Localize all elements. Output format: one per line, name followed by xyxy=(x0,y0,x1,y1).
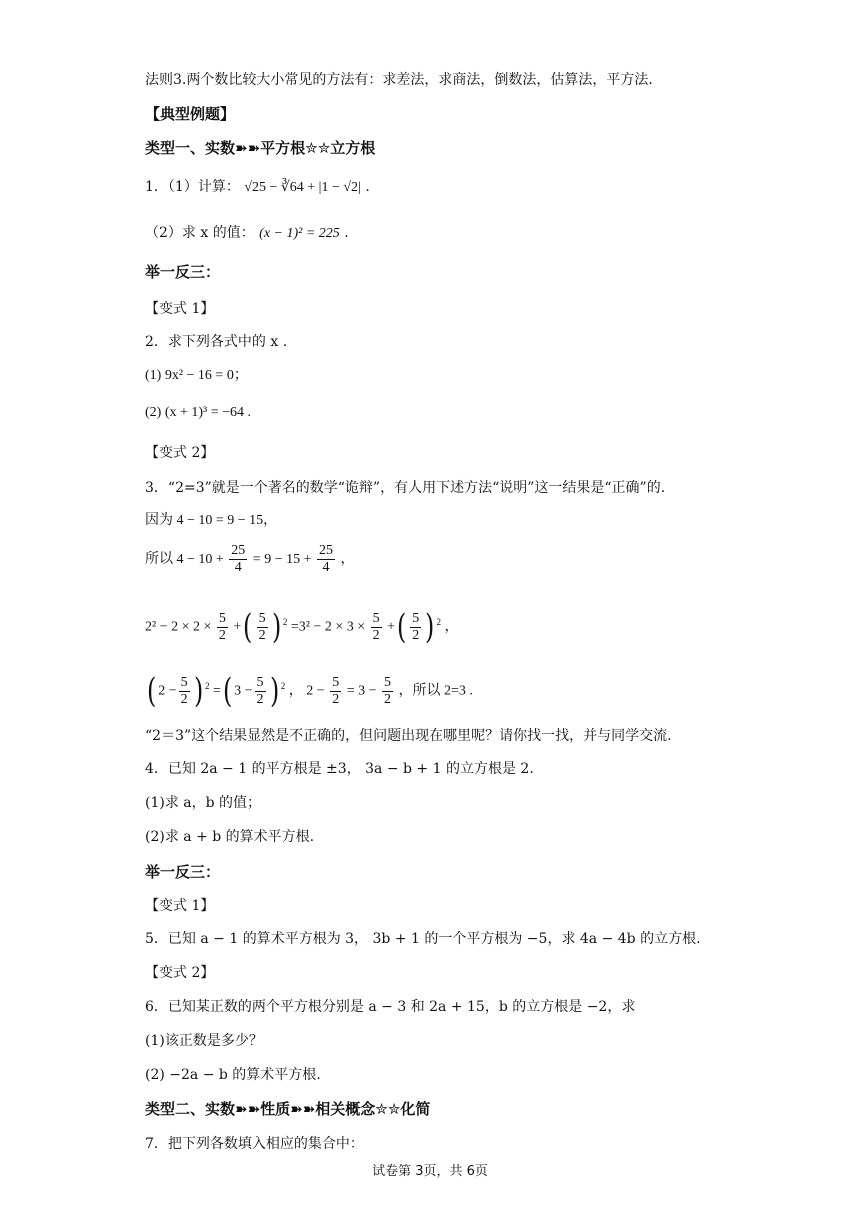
right-paren-b: ) xyxy=(425,607,435,648)
question-2-part-2: (2) (x + 1)³ = −64 . xyxy=(145,405,252,420)
q3-so-prefix: 所以 4 − 10 + xyxy=(145,552,224,567)
fraction-5-over-2-b: $\frac{5}{2}$ xyxy=(258,610,266,643)
q3-line4-d: = 3 − xyxy=(346,683,377,699)
question-3-line-3: 2² − 2 × 2 × $\frac{5}{2}$ +( $\frac{5}{2}$ ) $^2$ =3² − 2 × 3 × $\frac{5}{2}$ +( $\frac{5}{2}$ ) $^2$ ， xyxy=(145,607,459,648)
question-3-because: 因为 4 − 10 = 9 − 15， xyxy=(145,513,278,528)
fraction-5-over-2-d: $\frac{5}{2}$ xyxy=(412,610,420,643)
q1-part1-suffix: . xyxy=(365,179,370,195)
question-3-line-4: ( 2 − $\frac{5}{2}$ ) $^2$ =( 3 − $\frac{5}{2}$ ) $^2$ ， 2 − $\frac{5}{2}$ = 3 − $\frac{5}{2}$ ，所以 2=3 . xyxy=(146,671,473,712)
question-2-part-1: (1) 9x² − 16 = 0； xyxy=(145,368,248,383)
question-3-stem: 3．“2=3”就是一个著名的数学“诡辩”，有人用下述方法“说明”这一结果是“正确”的. xyxy=(145,480,666,496)
q3-line3-b: =3² − 2 × 3 × xyxy=(290,619,366,635)
variant-2-label-a: 【变式 2】 xyxy=(145,445,215,461)
fraction-5-over-2-h: $\frac{5}{2}$ xyxy=(383,674,391,707)
section-typical-examples: 【典型例题】 xyxy=(145,105,236,123)
q1-part2-prefix: （2）求 x 的值： xyxy=(145,225,255,241)
rule-3-text: 法则3.两个数比较大小常见的方法有：求差法，求商法，倒数法，估算法，平方法. xyxy=(145,72,653,88)
right-paren-d: ) xyxy=(269,671,279,712)
variant-1-label-a: 【变式 1】 xyxy=(145,301,215,317)
question-3-so-line xyxy=(145,540,800,580)
q1-part2-expression: (x − 1)² = 225 xyxy=(259,226,340,241)
question-4-part-1: (1)求 a，b 的值； xyxy=(145,795,262,811)
question-2-stem: 2．求下列各式中的 x . xyxy=(145,334,288,350)
question-6-part-2: (2) −2a − b 的算术平方根. xyxy=(145,1067,321,1083)
page-footer: 试卷第 3页，共 6页 xyxy=(372,1164,488,1179)
fraction-25-over-4-a: $\frac{25}{4}$ xyxy=(231,543,246,576)
question-5-stem: 5．已知 a − 1 的算术平方根为 3， 3b + 1 的一个平方根为 −5，求 4a − 4b 的立方根. xyxy=(145,931,701,947)
left-paren-c: ( xyxy=(146,671,157,712)
fraction-5-over-2-a: $\frac{5}{2}$ xyxy=(218,610,226,643)
type-2-heading: 类型二、实数➽➽性质➽➽相关概念✮✮化简 xyxy=(145,1100,431,1118)
practice-heading-2: 举一反三： xyxy=(145,863,221,881)
left-paren-b: ( xyxy=(397,607,407,648)
q3-line4-e: ，所以 2=3 . xyxy=(398,683,473,699)
type-1-heading: 类型一、实数➽➽平方根✮✮立方根 xyxy=(145,139,376,157)
question-4-stem: 4．已知 2a − 1 的平方根是 ±3， 3a − b + 1 的立方根是 2. xyxy=(145,761,534,777)
q3-so-mid: = 9 − 15 + xyxy=(252,552,312,567)
fraction-25-over-4-b: $\frac{25}{4}$ xyxy=(318,543,333,576)
q3-line4-a: 2 − xyxy=(158,683,177,699)
practice-heading-1: 举一反三： xyxy=(145,263,221,281)
question-1-part-2 xyxy=(145,223,800,244)
q3-line4-b: 3 − xyxy=(234,683,253,699)
variant-1-label-b: 【变式 1】 xyxy=(145,898,215,914)
q1-part2-suffix: . xyxy=(344,225,349,241)
question-6-stem: 6．已知某正数的两个平方根分别是 a − 3 和 2a + 15，b 的立方根是 −2，求 xyxy=(145,999,636,1015)
q3-so-suffix: ， xyxy=(340,552,355,567)
q1-part1-expression: √25 − ∛64 + |1 − √2| xyxy=(244,180,361,195)
fraction-5-over-2-g: $\frac{5}{2}$ xyxy=(332,674,340,707)
left-paren-d: ( xyxy=(222,671,233,712)
variant-2-label-b: 【变式 2】 xyxy=(145,965,215,981)
q3-line3-c: ， xyxy=(444,619,459,635)
fraction-5-over-2-f: $\frac{5}{2}$ xyxy=(256,674,264,707)
question-6-part-1: (1)该正数是多少？ xyxy=(145,1033,263,1049)
left-paren-a: ( xyxy=(243,607,253,648)
question-7-stem: 7．把下列各数填入相应的集合中： xyxy=(145,1136,364,1152)
question-1-part-1 xyxy=(145,177,800,198)
q1-part1-prefix: 1．（1）计算： xyxy=(145,179,240,195)
fraction-5-over-2-e: $\frac{5}{2}$ xyxy=(180,674,188,707)
question-4-part-2: (2)求 a + b 的算术平方根. xyxy=(145,829,315,845)
fraction-5-over-2-c: $\frac{5}{2}$ xyxy=(372,610,380,643)
right-paren-c: ) xyxy=(193,671,203,712)
q3-line3-a: 2² − 2 × 2 × xyxy=(145,619,212,635)
q3-line4-c: ， 2 − xyxy=(288,683,325,699)
question-3-conclusion: “2＝3”这个结果显然是不正确的，但问题出现在哪里呢？请你找一找，并与同学交流. xyxy=(145,728,672,744)
right-paren-a: ) xyxy=(271,607,281,648)
